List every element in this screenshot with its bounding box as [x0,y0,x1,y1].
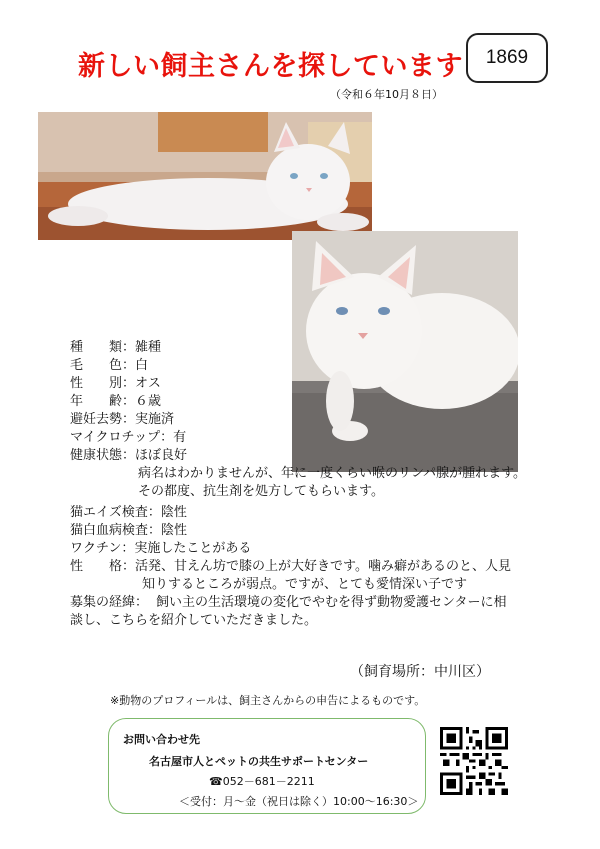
health-note-line: 病名はわかりませんが、年に一度くらい喉のリンパ腺が腫れます。 [138,466,527,481]
contact-phone: ☎052－681－2211 [209,775,315,788]
recruit-label: 募集の経緯 [70,595,136,610]
profile-label: 健康状態 [70,448,123,463]
profile-value: 有 [173,430,187,445]
recruit-text-cont: 談し、こちらを紹介していただきました。 [70,613,318,628]
test-value: 実施したことがある [134,541,252,556]
location-text: （飼育場所：中川区） [350,664,490,680]
contact-heading: お問い合わせ先 [123,733,200,746]
cat-lying-photo [38,112,372,240]
profile-row-sex: 性 別：オス [70,376,161,391]
disclaimer-note: ※動物のプロフィールは、飼主さんからの申告によるものです。 [110,694,426,707]
personality-text-cont: 知りするところが弱点。ですが、とても愛情深い子です [142,577,468,592]
test-row-felv: 猫白血病検査：陰性 [70,523,188,538]
posting-date: （令和６年10月８日） [330,88,443,101]
profile-label: 種 類 [70,340,123,355]
profile-row-color: 毛 色：白 [70,358,149,373]
test-row-vaccine: ワクチン：実施したことがある [70,541,252,556]
recruit-row: 募集の経緯： 飼い主の生活環境の変化でやむを得ず動物愛護センターに相 [70,595,507,610]
profile-row-health: 健康状態：ほぼ良好 [70,448,188,463]
profile-row-neuter: 避妊去勢：実施済 [70,412,175,427]
profile-value: ほぼ良好 [135,448,188,463]
profile-label: 年 齢 [70,394,123,409]
profile-label: マイクロチップ [70,430,161,445]
test-value: 陰性 [160,505,187,520]
personality-row: 性 格：活発、甘えん坊で膝の上が大好きです。噛み癖があるのと、人見 [70,559,511,574]
profile-list [70,339,526,630]
recruit-text: 飼い主の生活環境の変化でやむを得ず動物愛護センターに相 [156,595,507,610]
id-number-badge: 1869 [466,33,548,83]
profile-label: 性 別 [70,376,123,391]
profile-value: 雑種 [135,340,162,355]
personality-text: 活発、甘えん坊で膝の上が大好きです。噛み癖があるのと、人見 [135,559,511,574]
profile-value: 白 [135,358,149,373]
profile-row-age: 年 齢：６歳 [70,394,162,409]
test-label: 猫エイズ検査 [70,505,148,520]
profile-value: オス [135,376,161,391]
health-note-line: その都度、抗生剤を処方してもらいます。 [138,484,384,499]
profile-row-type: 種 類：雑種 [70,340,162,355]
test-value: 陰性 [161,523,188,538]
profile-row-microchip: マイクロチップ：有 [70,430,187,445]
profile-label: 毛 色 [70,358,123,373]
test-row-fiv: 猫エイズ検査：陰性 [70,505,187,520]
qr-code-icon[interactable] [440,727,508,795]
personality-label: 性 格 [70,559,123,574]
page-title: 新しい飼主さんを探しています [78,51,463,82]
test-label: 猫白血病検査 [70,523,149,538]
profile-label: 避妊去勢 [70,412,123,427]
contact-box [108,718,426,814]
contact-org: 名古屋市人とペットの共生サポートセンター [149,755,369,768]
profile-value: 実施済 [135,412,175,427]
test-label: ワクチン [70,541,122,556]
profile-value: ６歳 [135,394,162,409]
contact-hours: ＜受付：月～金（祝日は除く）10:00～16:30＞ [179,795,419,808]
